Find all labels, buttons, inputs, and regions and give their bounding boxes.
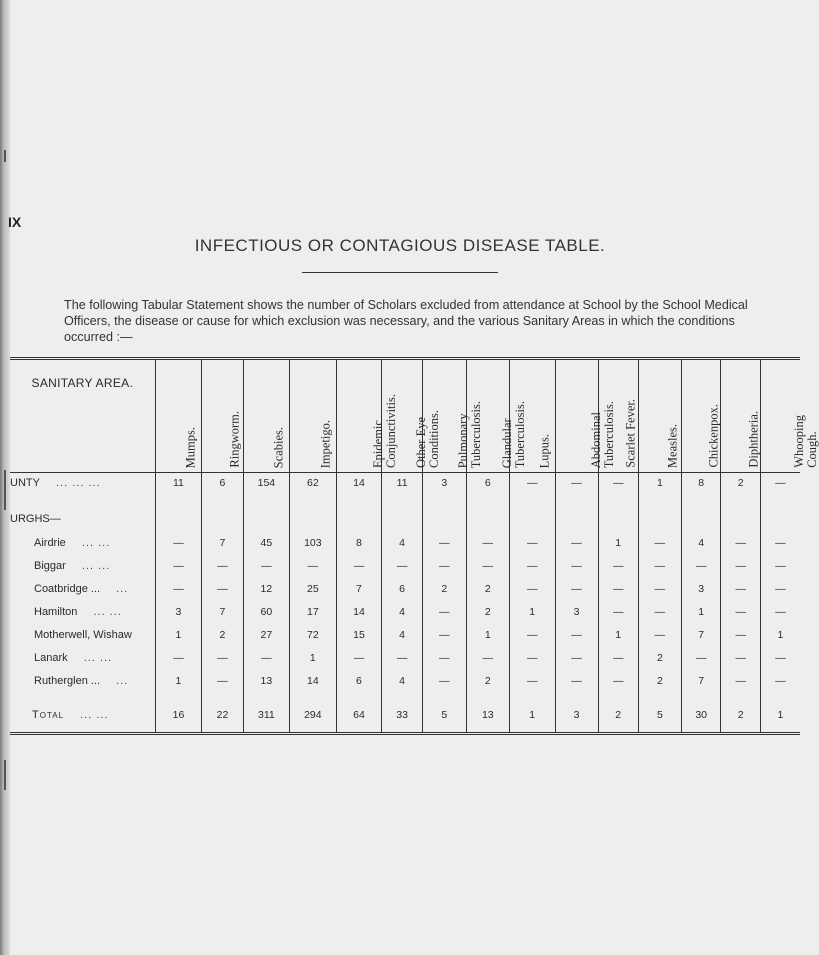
column-header (555, 359, 616, 473)
value-cell: — (721, 577, 760, 600)
value-cell: — (336, 554, 382, 577)
value-cell: 1 (155, 669, 202, 692)
value-cell: — (775, 605, 786, 618)
column-header-label: Ringworm. (227, 411, 242, 468)
area-column-header (10, 359, 155, 473)
value-cell: 7 (681, 623, 721, 646)
total-row (10, 698, 800, 734)
area-cell (10, 600, 155, 623)
leader-dots: ... (112, 582, 129, 595)
value-cell: — (422, 669, 466, 692)
value-cell: 2 (466, 669, 509, 692)
value-cell: 8 (336, 531, 382, 554)
value-cell: — (422, 531, 466, 554)
empty-cell (681, 499, 721, 525)
value-cell: — (721, 646, 760, 669)
value-cell: 1 (598, 623, 638, 646)
value-cell: 14 (336, 600, 382, 623)
value-cell: 1 (290, 646, 336, 669)
area-label: Airdrie (34, 536, 66, 549)
column-header-label: Chickenpox. (706, 404, 721, 468)
value-cell: 3 (422, 473, 466, 500)
value-cell: — (202, 646, 243, 669)
column-header-label: Scarlet Fever. (623, 399, 638, 468)
value-cell: — (509, 554, 555, 577)
binding-mark (4, 150, 6, 162)
value-cell: 6 (202, 473, 243, 500)
column-header-label: Glandular Tuberculosis. (499, 400, 527, 468)
value-cell: — (775, 582, 786, 595)
value-cell: 5 (638, 698, 681, 734)
column-header-label: Measles. (665, 423, 680, 468)
binding-mark (4, 760, 6, 790)
binding-mark (4, 470, 6, 510)
value-cell: — (422, 554, 466, 577)
area-label: UNTY (10, 477, 40, 489)
value-cell: 13 (243, 669, 289, 692)
column-header (638, 359, 681, 473)
value-cell: 27 (243, 623, 289, 646)
value-cell: 3 (555, 600, 598, 623)
value-cell: 45 (243, 531, 289, 554)
value-cell: — (721, 669, 760, 692)
table-row (10, 669, 800, 692)
value-cell: 1 (760, 698, 800, 734)
value-cell: — (509, 669, 555, 692)
empty-cell (243, 499, 289, 525)
value-cell: — (155, 646, 202, 669)
column-header (422, 359, 484, 473)
value-cell: 7 (336, 577, 382, 600)
value-cell: — (422, 623, 466, 646)
value-cell: — (555, 531, 598, 554)
value-cell: 4 (681, 531, 721, 554)
column-header (290, 359, 336, 473)
value-cell: — (555, 577, 598, 600)
value-cell: 14 (336, 473, 382, 500)
disease-table (10, 357, 819, 735)
value-cell: — (422, 600, 466, 623)
column-header (760, 359, 819, 473)
page-title: INFECTIOUS OR CONTAGIOUS DISEASE TABLE. (194, 236, 606, 255)
value-cell: 6 (466, 473, 509, 500)
value-cell: — (202, 577, 243, 600)
value-cell: 103 (290, 531, 336, 554)
leader-dots: ... ... (77, 536, 111, 549)
value-cell: 8 (681, 473, 721, 500)
table-row (10, 577, 800, 600)
value-cell: 5 (422, 698, 466, 734)
empty-cell (466, 499, 509, 525)
area-cell (10, 554, 155, 577)
value-cell: 33 (382, 698, 422, 734)
column-header (466, 359, 527, 473)
value-cell: 2 (466, 577, 509, 600)
value-cell: — (598, 577, 638, 600)
value-cell: 2 (598, 698, 638, 734)
column-header-label: Mumps. (183, 426, 198, 468)
value-cell: — (155, 577, 202, 600)
value-cell: 2 (202, 623, 243, 646)
value-cell: 7 (202, 600, 243, 623)
leader-dots: ... (112, 674, 129, 687)
value-cell: — (466, 531, 509, 554)
area-cell (10, 698, 155, 734)
area-cell (10, 531, 155, 554)
empty-cell (598, 499, 638, 525)
value-cell: — (290, 554, 336, 577)
value-cell: 64 (336, 698, 382, 734)
value-cell: 72 (290, 623, 336, 646)
column-header (243, 359, 289, 473)
column-header-label: Impetigo. (318, 419, 333, 468)
area-label: Total (32, 709, 65, 721)
area-label: Motherwell, Wishaw (34, 628, 132, 641)
value-cell: — (598, 646, 638, 669)
area-label: URGHS— (10, 513, 61, 525)
value-cell: — (638, 577, 681, 600)
value-cell: — (598, 600, 638, 623)
value-cell: 2 (638, 669, 681, 692)
value-cell: — (466, 646, 509, 669)
value-cell: — (555, 669, 598, 692)
value-cell: 1 (466, 623, 509, 646)
value-cell: 12 (243, 577, 289, 600)
value-cell: — (382, 554, 422, 577)
value-cell: 3 (681, 577, 721, 600)
empty-cell (760, 499, 800, 525)
value-cell: — (721, 554, 760, 577)
value-cell: — (509, 577, 555, 600)
value-cell: 6 (336, 669, 382, 692)
value-cell: 22 (202, 698, 243, 734)
value-cell: — (775, 651, 786, 664)
value-cell: — (422, 646, 466, 669)
column-header-label: Pulmonary Tuberculosis. (456, 400, 484, 468)
empty-cell (555, 499, 598, 525)
value-cell: — (336, 646, 382, 669)
value-cell: 1 (155, 623, 202, 646)
value-cell: 60 (243, 600, 289, 623)
value-cell: 15 (336, 623, 382, 646)
column-header-label: Whooping Cough. (792, 415, 819, 468)
column-header (202, 359, 243, 473)
value-cell: — (382, 646, 422, 669)
value-cell: 7 (681, 669, 721, 692)
value-cell: 294 (290, 698, 336, 734)
area-label: Biggar (34, 559, 66, 572)
value-cell: — (555, 554, 598, 577)
value-cell: 14 (290, 669, 336, 692)
value-cell: 1 (509, 600, 555, 623)
value-cell: — (638, 600, 681, 623)
value-cell: 25 (290, 577, 336, 600)
empty-cell (721, 499, 760, 525)
value-cell: — (466, 554, 509, 577)
value-cell: — (721, 623, 760, 646)
empty-cell (336, 499, 382, 525)
value-cell: 2 (721, 473, 760, 500)
value-cell: 3 (155, 600, 202, 623)
table-row (10, 600, 800, 623)
value-cell: 17 (290, 600, 336, 623)
value-cell: — (775, 674, 786, 687)
value-cell: 2 (721, 698, 760, 734)
area-label: Hamilton (34, 605, 78, 618)
value-cell: 4 (382, 623, 422, 646)
table-row (10, 531, 800, 554)
value-cell: 3 (555, 698, 598, 734)
value-cell: — (721, 600, 760, 623)
value-cell: 2 (466, 600, 509, 623)
value-cell: — (555, 473, 598, 500)
column-header (382, 359, 442, 473)
table-header-row (10, 359, 800, 473)
value-cell: — (243, 646, 289, 669)
value-cell: — (155, 531, 202, 554)
area-cell (10, 499, 155, 525)
value-cell: — (638, 623, 681, 646)
area-cell (10, 669, 155, 692)
value-cell: — (509, 623, 555, 646)
area-cell (10, 623, 155, 646)
title-rule (302, 272, 498, 273)
value-cell: 1 (598, 531, 638, 554)
value-cell: 7 (202, 531, 243, 554)
intro-paragraph: The following Tabular Statement shows the number of Scholars excluded from attendance at School by the School Medical Officers, the disease or cause for which exclusion was necessary, and the various Sanitary Areas in which the conditions occurred :— (64, 298, 748, 344)
column-header (509, 359, 555, 473)
empty-cell (382, 499, 422, 525)
area-label: Rutherglen ... (34, 674, 101, 687)
value-cell: — (681, 554, 721, 577)
column-header (336, 359, 398, 473)
column-header-label: Abdominal Tuberculosis. (588, 400, 616, 468)
value-cell: 311 (243, 698, 289, 734)
value-cell: — (598, 473, 638, 500)
leader-dots: ... ... (89, 605, 122, 618)
value-cell: — (598, 554, 638, 577)
column-header (598, 359, 638, 473)
value-cell: 4 (382, 600, 422, 623)
value-cell: 16 (155, 698, 202, 734)
value-cell: — (509, 473, 555, 500)
column-header (721, 359, 760, 473)
value-cell: — (775, 559, 786, 572)
leader-dots: ... ... (77, 559, 111, 572)
value-cell: 62 (290, 473, 336, 500)
column-header-label: Scabies. (271, 426, 286, 468)
value-cell: 11 (155, 473, 202, 500)
table-row (10, 623, 800, 646)
value-cell: — (202, 669, 243, 692)
burghs-group-row (10, 499, 800, 525)
page-number-fragment: IX (8, 214, 22, 230)
value-cell: 13 (466, 698, 509, 734)
empty-cell (509, 499, 555, 525)
value-cell: 1 (638, 473, 681, 500)
value-cell: — (202, 554, 243, 577)
value-cell: 6 (382, 577, 422, 600)
value-cell: 1 (509, 698, 555, 734)
county-row (10, 473, 800, 500)
value-cell: — (681, 646, 721, 669)
value-cell: — (509, 531, 555, 554)
value-cell: — (721, 531, 760, 554)
column-header-label: Lupus. (537, 433, 552, 468)
value-cell: 4 (382, 669, 422, 692)
column-header-label: Epidemic Conjunctivitis. (370, 394, 398, 468)
area-cell (10, 646, 155, 669)
empty-cell (202, 499, 243, 525)
value-cell: — (243, 554, 289, 577)
empty-cell (422, 499, 466, 525)
value-cell: — (638, 554, 681, 577)
value-cell: 2 (422, 577, 466, 600)
value-cell: — (155, 554, 202, 577)
leader-dots: ... ... (79, 651, 113, 664)
value-cell: — (509, 646, 555, 669)
value-cell: — (775, 536, 786, 549)
value-cell: — (555, 646, 598, 669)
value-cell: — (775, 477, 786, 489)
value-cell: — (638, 531, 681, 554)
area-cell (10, 577, 155, 600)
table-row (10, 554, 800, 577)
empty-cell (638, 499, 681, 525)
column-header (681, 359, 721, 473)
value-cell: 1 (681, 600, 721, 623)
column-header-label: Other Eye Conditions. (414, 410, 442, 468)
column-header (155, 359, 202, 473)
area-header-label: SANITARY AREA. (31, 376, 134, 390)
leader-dots: ... ... (76, 709, 109, 721)
empty-cell (290, 499, 336, 525)
value-cell: — (555, 623, 598, 646)
value-cell: 30 (681, 698, 721, 734)
empty-cell (155, 499, 202, 525)
value-cell: 154 (243, 473, 289, 500)
value-cell: — (598, 669, 638, 692)
table-row (10, 646, 800, 669)
value-cell: 1 (777, 628, 784, 641)
column-header-label: Diphtheria. (746, 411, 761, 468)
leader-dots: ... ... ... (51, 477, 101, 489)
area-label: Lanark (34, 651, 68, 664)
value-cell: 2 (638, 646, 681, 669)
value-cell: 4 (382, 531, 422, 554)
value-cell: 11 (382, 473, 422, 500)
area-cell (10, 473, 155, 500)
area-label: Coatbridge ... (34, 582, 101, 595)
